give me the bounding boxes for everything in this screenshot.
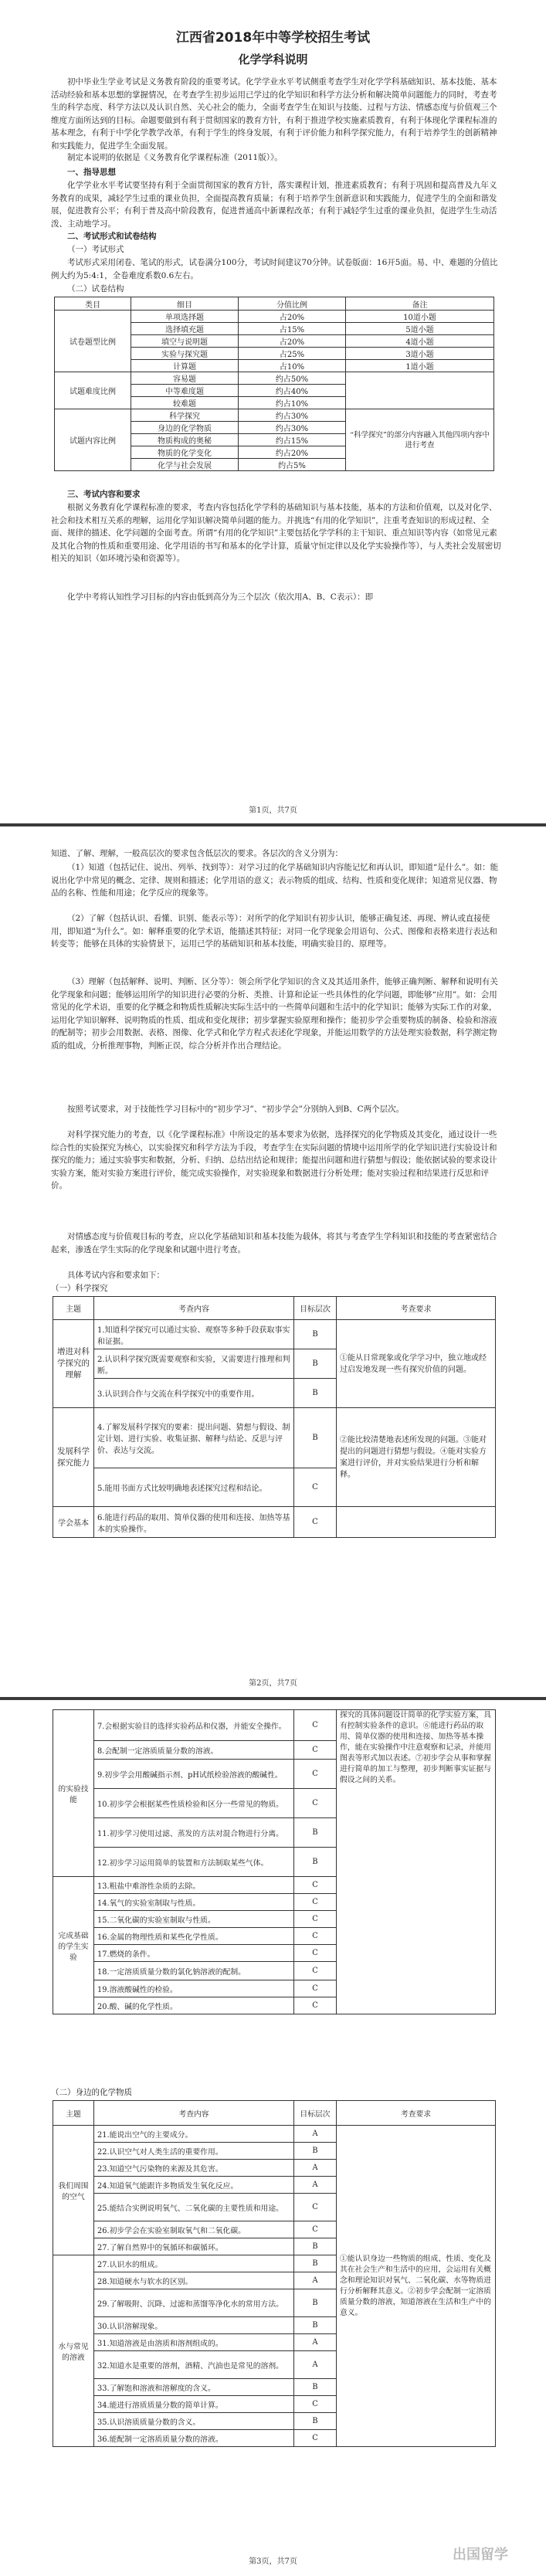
level-cell: B xyxy=(294,1848,337,1877)
level-cell: B xyxy=(294,1349,337,1379)
table-cell: 11.初步学习使用过滤、蒸发的方法对混合物进行分离。 xyxy=(94,1818,294,1848)
table-group-label: 试题难度比例 xyxy=(55,372,131,409)
table-cell: 填空与说明题 xyxy=(131,335,239,348)
level-cell: B xyxy=(294,2255,337,2272)
level-cell: A xyxy=(294,2334,337,2351)
theme-cell: 增进对科学探究的理解 xyxy=(53,1320,94,1408)
level-cell: B xyxy=(294,1320,337,1349)
table-cell: 16.金属的物理性质和某些化学性质。 xyxy=(94,1928,294,1945)
table-cell: 19.溶液酸碱性的检验。 xyxy=(94,1980,294,1997)
attitude-paragraph: 对情感态度与价值观目标的考查，应以化学基础知识和基本技能为载体，将其与考查学生学科知识和技能的考查紧密结合起来，渗透在学生实际的化学现象和试题中进行考查。 xyxy=(51,1232,497,1254)
table-cell: 身边的化学物质 xyxy=(131,422,239,434)
level-cell: C xyxy=(294,1741,337,1760)
level-cell: C xyxy=(294,2194,337,2221)
table-header: 备注 xyxy=(346,297,494,311)
table-cell: 约占50% xyxy=(239,372,346,385)
document-title: 江西省2018年中等学校招生考试 xyxy=(175,30,371,46)
theme-cell: 发展科学探究能力 xyxy=(53,1408,94,1507)
section-form-heading: 二、考试形式和试卷结构 xyxy=(67,232,157,241)
level-cell: B xyxy=(294,2379,337,2396)
table-cell: 15.二氧化碳的实验室制取与性质。 xyxy=(94,1911,294,1928)
table-cell: 9.初步学会用酸碱指示剂、pH试纸检验溶液的酸碱性。 xyxy=(94,1760,294,1789)
table-cell: 28.知道硬水与软水的区别。 xyxy=(94,2272,294,2289)
page-3 xyxy=(0,1700,546,2576)
structure-table xyxy=(54,297,494,471)
requirement-cell: 探究的具体问题设计简单的化学实验方案，具有控制实验条件的意识。⑥能进行药品的取用、简单仪器的使用和连接、加热等基本操作，能在实验操作中注意观察和记录，并能用图表等形式加以表述。⑦初步学会从事和掌握进行简单的加工与整理，初步判断事实证据与假设之间的关系。 xyxy=(337,1710,496,2014)
table-header: 考查内容 xyxy=(94,2101,294,2126)
table-cell: 3道小题 xyxy=(346,348,494,360)
table-cell: 7.会根据实验目的选择实验药品和仪器，并能安全操作。 xyxy=(94,1710,294,1741)
inquiry-table-continued xyxy=(53,1709,496,2014)
table-note: “科学探究”的部分内容融入其他四项内容中进行考查 xyxy=(346,409,494,471)
document-subtitle: 化学学科说明 xyxy=(238,53,308,66)
table-cell: 计算题 xyxy=(131,360,239,372)
table-cell: 物质构成的奥秘 xyxy=(131,434,239,446)
theme-cell: 学会基本 xyxy=(53,1507,94,1538)
table-header: 目标层次 xyxy=(294,1297,337,1320)
content-paragraph-2: 化学中考将认知性学习目标的内容由低到高分为三个层次（依次用A、B、C表示）：即 xyxy=(67,592,374,602)
level-cell: B xyxy=(294,1818,337,1848)
level-cell: A xyxy=(294,2351,337,2379)
levels-intro: 知道、了解、理解，一般高层次的要求包含低层次的要求。各层次的含义分别为： xyxy=(51,849,343,858)
table-cell: 29.了解吸附、沉降、过滤和蒸馏等净化水的常用方法。 xyxy=(94,2289,294,2317)
section-substances-heading: （二）身边的化学物质 xyxy=(51,2088,132,2097)
table-cell: 10道小题 xyxy=(346,311,494,323)
table-cell: 较难题 xyxy=(131,397,239,409)
table-header: 主题 xyxy=(53,2101,94,2126)
level-cell: A xyxy=(294,2126,337,2143)
table-cell: 占20% xyxy=(239,311,346,323)
table-cell: 32.知道水是重要的溶剂，酒精、汽油也是常见的溶剂。 xyxy=(94,2351,294,2379)
level-cell: C xyxy=(294,1468,337,1507)
level-cell: C xyxy=(294,1894,337,1911)
table-cell: 约占10% xyxy=(239,397,346,409)
table-cell: 23.知道空气污染物的来源及其危害。 xyxy=(94,2160,294,2177)
level-cell: B xyxy=(294,2413,337,2430)
table-header: 细目 xyxy=(131,297,239,311)
table-cell: 18.一定溶质质量分数的氯化钠溶液的配制。 xyxy=(94,1962,294,1980)
theme-cell: 我们周围的空气 xyxy=(53,2126,94,2255)
level-comprehend-paragraph: （3）理解（包括解释、说明、判断、区分等）：领会所学化学知识的含义及其适用条件，能够正确判断、解释和说明有关化学现象和问题；能够运用所学的知识进行必要的分析、类推、计算和论证一些具体性的化学问题，即能够“应用”。如：会用常见的化学术语，重要的化学概念和物质性质解决实际生活中的一些简单问题和生活中的化学知识；能够为实际工作的对象，运用化学知识解释、说明物质的性质、组成和变化规律；初步掌握实验原理和操作；能初步学会重要物质的制备、检验和溶液的配制等；初步会用数据、表格、图像、化学式和化学方程式表述化学现象，并能运用数学的方法处理实验数据，科学测定物质的组成，分析推理事物，判断正误，综合分析并作出合理结论。 xyxy=(51,977,498,1050)
table-cell: 31.知道溶液是由溶质和溶剂组成的。 xyxy=(94,2334,294,2351)
requirement-cell xyxy=(337,1507,496,1538)
content-list-intro: 具体考试内容和要求如下： xyxy=(67,1271,164,1280)
table-cell: 20.酸、碱的化学性质。 xyxy=(94,1997,294,2014)
level-cell: C xyxy=(294,1962,337,1980)
table-cell: 27.了解自然界中的氧循环和碳循环。 xyxy=(94,2238,294,2255)
level-cell: C xyxy=(294,1928,337,1945)
table-cell: 占20% xyxy=(239,335,346,348)
table-cell: 30.认识溶解现象。 xyxy=(94,2317,294,2334)
level-cell: B xyxy=(294,2143,337,2160)
table-cell: 27.认识水的组成。 xyxy=(94,2255,294,2272)
level-cell: C xyxy=(294,1760,337,1789)
table-cell: 中等难度题 xyxy=(131,385,239,397)
requirement-cell: ①能从日常现象或化学学习中，独立地或经过启发地发现一些有探究价值的问题。 xyxy=(337,1320,496,1408)
level-cell: B xyxy=(294,2317,337,2334)
level-cell: C xyxy=(294,2396,337,2413)
watermark-logo: 出国留学 xyxy=(453,2547,508,2563)
intro-paragraph: 初中毕业生学业考试是义务教育阶段的重要考试。化学学业水平考试侧重考查学生对化学学科基础知识、基本技能、基本活动经验和基本思想的掌握情况，在考查学生初步运用已学过的化学知识和科学方法分析和解决简单问题能力的同时，考查考生的科学态度、科学方法以及认识自然、关心社会的能力，全面考查学生在知识与技能、过程与方法、情感态度与价值观三个维度方面所达到的目标。命题要做到有利于贯彻国家的教育方针，有利于推进学校实施素质教育，有利于体现化学课程标准的基本理念，有利于中学化学教学改革，有利于学生的终身发展，有利于评价能力和科学探究能力，有利于培养学生的创新精神和实践能力，促进学生全面发展。 xyxy=(51,77,497,151)
page-footer: 第1页，共7页 xyxy=(249,806,297,815)
content-paragraph: 根据义务教育化学课程标准的要求，考查内容包括化学学科的基础知识与基本技能，基本的方法和价值观，以及对化学、社会和技术相互关系的理解，运用化学知识解决简单问题的能力。并挑选“有用的化学知识”，注重考查知识的形成过程、全面、规律的描述、化学问题的全面考查。所谓“有用的化学知识”主要包括化学学科的主干知识、重点知识等内容（如常见元素及其化合物的性质和重要用途、化学用语的书写和基本的化学计算，质量守恒定律以及化学实验操作等），与人类社会发展密切相关的知识（如环境污染和资源等）。 xyxy=(51,503,501,563)
guide-paragraph: 化学学业水平考试要坚持有利于全面贯彻国家的教育方针，落实课程计划，推进素质教育；有利于巩固和提高普及九年义务教育的成果，减轻学生过重的课业负担，全面提高教育质量；有利于培养学生创新意识和实践能力，促进学生的全面和谐发展，促进教育公平；有利于普及高中阶段教育，促进普通高中新课程改革；有利于减轻学生过重的课业负担，促进学生生动活泼、主动地学习。 xyxy=(51,181,497,229)
section-content-heading: 三、考试内容和要求 xyxy=(67,490,141,499)
level-cell: A xyxy=(294,2160,337,2177)
table-cell: 33.了解饱和溶液和溶解度的含义。 xyxy=(94,2379,294,2396)
page-footer: 第3页，共7页 xyxy=(249,2557,297,2566)
table-cell: 5.能用书面方式比较明确地表述探究过程和结论。 xyxy=(94,1468,294,1507)
table-cell: 26.初步学会在实验室制取氧气和二氧化碳。 xyxy=(94,2221,294,2238)
table-cell xyxy=(346,372,494,409)
level-cell: C xyxy=(294,1877,337,1894)
level-cell: C xyxy=(294,2430,337,2447)
table-cell: 10.初步学会根据某些性质检验和区分一些常见的物质。 xyxy=(94,1789,294,1818)
table-cell: 14.氧气的实验室制取与性质。 xyxy=(94,1894,294,1911)
table-cell: 8.会配制一定溶质质量分数的溶液。 xyxy=(94,1741,294,1760)
level-cell: C xyxy=(294,1789,337,1818)
table-cell: 约占5% xyxy=(239,459,346,471)
table-cell: 约占20% xyxy=(239,446,346,459)
subsection-form-heading: （一）考试形式 xyxy=(67,245,124,254)
table-cell: 选择填充题 xyxy=(131,323,239,335)
table-header: 考查内容 xyxy=(94,1297,294,1320)
table-cell: 4.了解发展科学探究的要素：提出问题、猜想与假设、制定计划、进行实验、收集证据、解释与结论、反思与评价、表达与交流。 xyxy=(94,1408,294,1468)
level-cell: C xyxy=(294,1945,337,1962)
level-understand-paragraph: （2）了解（包括认识、看懂、识别、能表示等）：对所学的化学知识有初步认识，能够正确复述、再现、辨认或直接使用，即知道“为什么”。如：解释重要的化学术语，能描述其特征；对同一化学现象会用语句、公式、图像和表格来进行表达和转变等；能够在具体的实验情景下，运用已学的基础知识和基本技能，明确实验目的、原理等。 xyxy=(51,914,497,949)
level-cell: B xyxy=(294,2238,337,2255)
table-cell: 约占40% xyxy=(239,385,346,397)
basis-paragraph: 制定本说明的依据是《义务教育化学课程标准（2011版）》。 xyxy=(67,153,283,162)
level-cell: C xyxy=(294,2221,337,2238)
table-cell: 25.能结合实例说明氧气、二氧化碳的主要性质和用途。 xyxy=(94,2194,294,2221)
section-guide-heading: 一、指导思想 xyxy=(67,168,116,177)
table-cell: 22.认识空气对人类生活的重要作用。 xyxy=(94,2143,294,2160)
page-2 xyxy=(0,826,546,1697)
table-cell: 1.知道科学探究可以通过实验、观察等多种手段获取事实和证据。 xyxy=(94,1320,294,1349)
table-cell: 占15% xyxy=(239,323,346,335)
table-cell: 17.燃烧的条件。 xyxy=(94,1945,294,1962)
table-cell: 实验与探究题 xyxy=(131,348,239,360)
table-header: 考查要求 xyxy=(337,2101,496,2126)
table-cell: 单项选择题 xyxy=(131,311,239,323)
theme-cell: 的实验技能 xyxy=(53,1710,94,1877)
table-cell: 约占30% xyxy=(239,409,346,422)
table-cell: 化学与社会发展 xyxy=(131,459,239,471)
table-cell: 约占15% xyxy=(239,434,346,446)
table-cell: 13.粗盐中难溶性杂质的去除。 xyxy=(94,1877,294,1894)
table-cell: 容易题 xyxy=(131,372,239,385)
table-cell: 物质的化学变化 xyxy=(131,446,239,459)
table-cell: 3.认识到合作与交流在科学探究中的重要作用。 xyxy=(94,1379,294,1408)
table-cell: 4道小题 xyxy=(346,335,494,348)
page-footer: 第2页，共7页 xyxy=(249,1679,297,1688)
subsection-structure-heading: （二）试卷结构 xyxy=(67,284,124,294)
table-header: 主题 xyxy=(53,1297,94,1320)
theme-cell: 完成基础的学生实验 xyxy=(53,1877,94,2014)
table-cell: 34.能进行溶质质量分数的简单计算。 xyxy=(94,2396,294,2413)
inquiry-paragraph: 对科学探究能力的考查，以《化学课程标准》中所设定的基本要求为依据，选择探究的化学物质及其变化，通过设计一些综合性的实验探究为核心，以实验探究和科学方法为手段，考查学生在实际问题的情境中运用所学的化学知识进行实验设计和探究的能力；通过实验事实和数据，分析、归纳、总结出结论和规律；能提出问题和进行猜想与假设；能依据试验的要求设计实验方案，能对实验方案进行评价，能完成实验操作，对实验现象和数据进行分析处理；能对实验过程和结果进行反思和评价。 xyxy=(51,1130,497,1190)
level-cell: A xyxy=(294,2272,337,2289)
level-know-paragraph: （1）知道（包括记住、说出、列举、找到等）：对学习过的化学基础知识内容能记忆和再认识，即知道“是什么”。如：能说出化学中常见的概念、定律、规则和描述；化学用语的意义；表示物质的组成、结构、性质和变化规律；知道常见仪器、物品的名称、性能和用途；化学反应的现象等。 xyxy=(51,863,499,898)
table-header: 分值比例 xyxy=(239,297,346,311)
level-cell: B xyxy=(294,1408,337,1468)
page-1 xyxy=(0,0,546,823)
substances-table xyxy=(53,2100,496,2447)
section-inquiry-heading: （一）科学探究 xyxy=(51,1284,108,1293)
table-cell: 6.能进行药品的取用、简单仪器的使用和连接、加热等基本的实验操作。 xyxy=(94,1507,294,1538)
level-cell: C xyxy=(294,1980,337,1997)
table-cell: 12.初步学习运用简单的装置和方法制取某些气体。 xyxy=(94,1848,294,1877)
level-cell: B xyxy=(294,1379,337,1408)
skill-levels-paragraph: 按照考试要求，对于技能性学习目标中的“初步学习”、“初步学会”分别纳入到B、C两个层次。 xyxy=(67,1105,405,1114)
level-cell: C xyxy=(294,1997,337,2014)
table-cell: 36.能配制一定溶质质量分数的溶液。 xyxy=(94,2430,294,2447)
table-header: 目标层次 xyxy=(294,2101,337,2126)
table-cell: 占10% xyxy=(239,360,346,372)
table-cell: 2.认识科学探究既需要观察和实验，又需要进行推理和判断。 xyxy=(94,1349,294,1379)
table-cell: 5道小题 xyxy=(346,323,494,335)
level-cell: C xyxy=(294,1710,337,1741)
level-cell: A xyxy=(294,2177,337,2194)
inquiry-table xyxy=(53,1296,496,1538)
table-group-label: 试卷题型比例 xyxy=(55,311,131,372)
exam-form-paragraph: 考试形式采用闭卷、笔试的形式，试卷满分100分，考试时间建议70分钟。试卷版面：16开5面。易、中、难题的分值比例大约为5:4:1，全卷难度系数0.6左右。 xyxy=(51,258,498,280)
table-cell: 35.认识溶质质量分数的含义。 xyxy=(94,2413,294,2430)
table-header: 考查要求 xyxy=(337,1297,496,1320)
table-cell: 24.知道氧气能跟许多物质发生氧化反应。 xyxy=(94,2177,294,2194)
table-cell: 占25% xyxy=(239,348,346,360)
requirement-cell: ②能比较清楚地表述所发现的问题。③能对提出的问题进行猜想与假设。④能对实验方案进行评价，并对实验结果进行分析和解释。 xyxy=(337,1408,496,1507)
table-cell: 约占30% xyxy=(239,422,346,434)
level-cell: C xyxy=(294,1911,337,1928)
table-cell: 1道小题 xyxy=(346,360,494,372)
table-cell: 21.能说出空气的主要成分。 xyxy=(94,2126,294,2143)
level-cell: C xyxy=(294,1507,337,1538)
level-cell: B xyxy=(294,2289,337,2317)
table-header: 类目 xyxy=(55,297,131,311)
table-group-label: 试题内容比例 xyxy=(55,409,131,471)
requirement-cell: ①能认识身边一些物质的组成、性质、变化及其在社会生产和生活中的应用，会运用有关概念和理论知识对氧气、二氧化碳、水等物质进行分析解释其意义。②初步学会配制一定溶质质量分数的溶液，知道溶液在生活和生产中的意义。 xyxy=(337,2126,496,2447)
theme-cell: 水与常见的溶液 xyxy=(53,2255,94,2447)
table-cell: 科学探究 xyxy=(131,409,239,422)
